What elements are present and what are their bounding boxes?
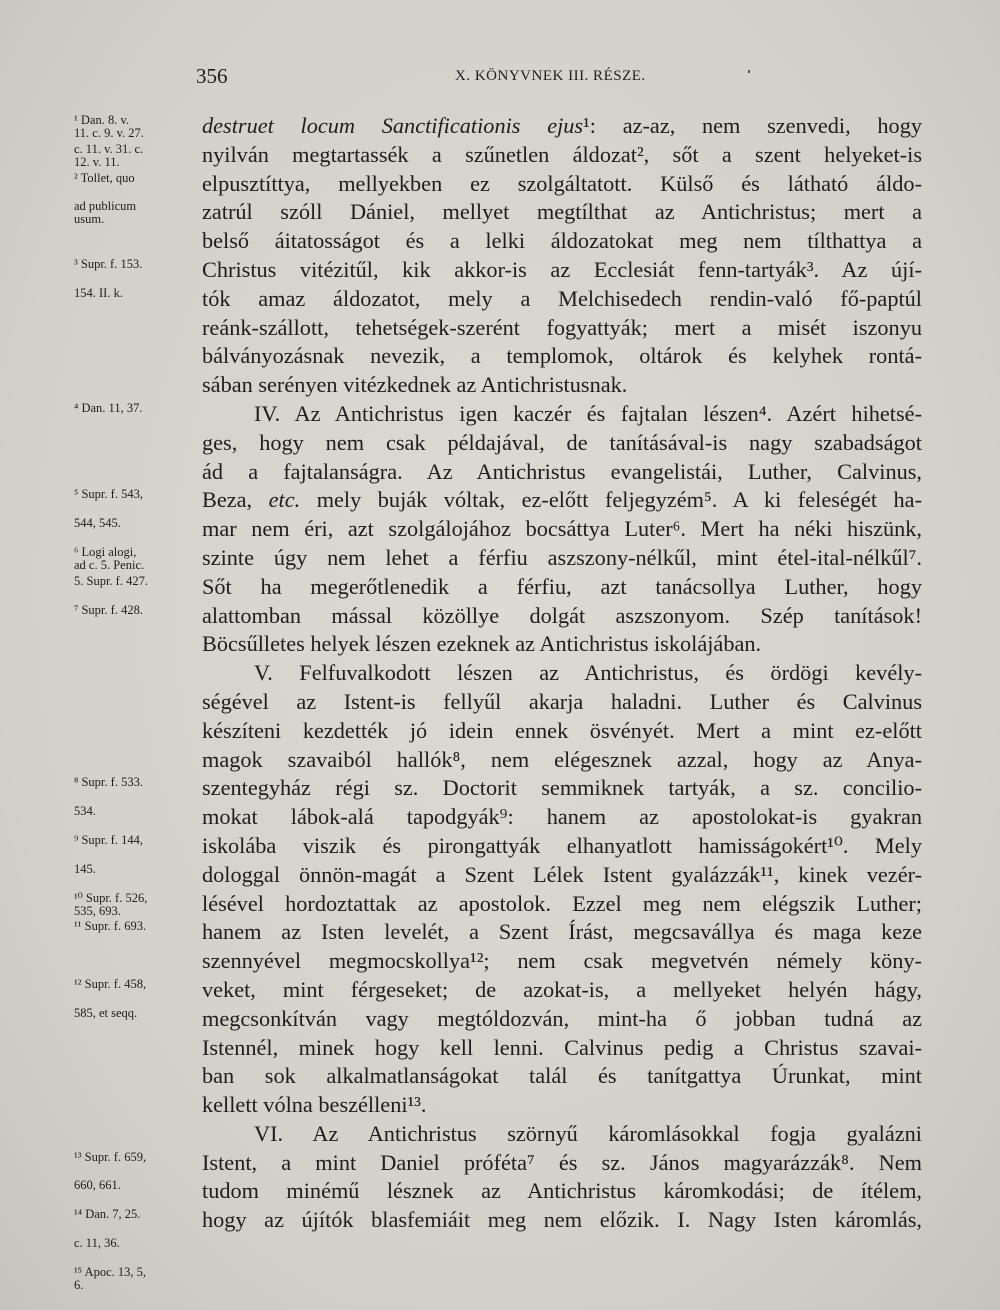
running-title: X. KÖNYVNEK III. RÉSZE.: [455, 68, 646, 84]
text-line: [202, 1005, 922, 1034]
line-text: szentegyház régi sz. Doctorit semmiknek tartyák, a sz. concilio-: [202, 775, 922, 801]
text-line: [202, 198, 922, 227]
line-text: bálványozásnak nevezik, a templomok, oltárok és kelyhek rontá-: [202, 343, 922, 369]
margin-note: [74, 1091, 204, 1120]
line-text: sában serényen vitézkednek az Antichristusnak.: [202, 372, 628, 398]
margin-note: [74, 314, 204, 343]
line-text: VI. Az Antichristus szörnyű káromlásokkal fogja gyalázni: [254, 1120, 922, 1146]
text-line: [202, 429, 922, 458]
line-text: lésével hordoztattak az apostolok. Ezzel meg nem elégszik Luther;: [202, 890, 922, 916]
line-text: tók amaz áldozatot, mely a Melchisedech rendin-való fő-paptúl: [202, 285, 922, 311]
margin-note: ¹ Dan. 8. v. 11. c. 9. v. 27.: [74, 113, 144, 140]
text-line: [202, 688, 922, 717]
line-text: készíteni kezdették jó idein ennek ösvényét. Mert a mint ez-előtt: [202, 717, 922, 743]
margin-note: ¹⁵ Apoc. 13, 5, 6.: [74, 1264, 146, 1292]
page-number: 356: [196, 64, 228, 88]
text-line: [202, 861, 922, 890]
text-line: [202, 1062, 922, 1091]
line-text: iskolába viszik és pirongattyák elhanyatlott hamisságokért¹⁰. Mely: [202, 832, 922, 858]
margin-note: ⁷ Supr. f. 428.: [74, 602, 143, 617]
line-text: mely buják vóltak, ez-előtt feljegyzém⁵. A ki feleségét ha-: [300, 487, 922, 513]
margin-note: [74, 746, 204, 775]
margin-note: 534.: [74, 804, 96, 819]
margin-note: ¹³ Supr. f. 659,: [74, 1149, 147, 1164]
margin-note: ² Tollet, quo: [74, 170, 135, 185]
margin-note: ³ Supr. f. 153.: [74, 256, 143, 271]
margin-note: [74, 342, 204, 371]
line-text: veket, mint férgeseket; de azokat-is, a mellyeket helyén hágy,: [202, 976, 922, 1002]
text-line: [202, 1206, 922, 1235]
text-line: [202, 832, 922, 861]
margin-note: 660, 661.: [74, 1178, 121, 1193]
body-text: [202, 112, 922, 1235]
line-text: hanem az Isten levelét, a Szent Írást, megcsavállya és maga keze: [202, 919, 922, 945]
line-text: alattomban mással közöllye dolgát aszszonyom. Szép tanítások!: [202, 602, 922, 628]
line-text: nyilván megtartassék a szűnetlen áldozat², sőt a szent helyeket-is: [202, 141, 922, 167]
margin-note: ad publicum usum.: [74, 199, 137, 227]
margin-note: [74, 1034, 204, 1063]
line-text: magok szavaiból hallók⁸, nem elégesznek azzal, hogy az Anya-: [202, 746, 922, 772]
line-text: Sőt ha megerőtlenedik a férfiu, azt tanácsollya Luther, hogy: [202, 573, 922, 599]
text-line: [202, 890, 922, 919]
text-line: [202, 1120, 922, 1149]
margin-note: ¹¹ Supr. f. 693.: [74, 919, 147, 934]
margin-note: [74, 227, 204, 256]
margin-note: 5. Supr. f. 427.: [74, 573, 148, 588]
line-text: zatrúl szóll Dániel, mellyet megtílthat az Antichristus; mert a: [202, 199, 922, 225]
line-text: ¹: az-az, nem szenvedi, hogy: [583, 113, 922, 138]
text-line: [202, 746, 922, 775]
text-line: [202, 602, 922, 631]
latin-quote: destruet locum Sanctificationis ejus: [202, 113, 584, 138]
margin-note: ⁸ Supr. f. 533.: [74, 775, 143, 790]
margin-notes: [74, 112, 204, 1293]
line-text: Christus vitézitűl, kik akkor-is az Ecclesiát fenn-tartyák³. Az újí-: [202, 256, 922, 282]
margin-note: 145.: [74, 861, 96, 876]
line-text: V. Felfuvalkodott lészen az Antichristus, és ördögi kevély-: [254, 660, 922, 686]
text-line: [202, 486, 922, 515]
text-line: [202, 170, 922, 199]
line-text: mokat lábok-alá tapodgyák⁹: hanem az apostolokat-is gyakran: [202, 804, 922, 830]
line-text: Istennél, minek hogy kell lenni. Calvinus pedig a Christus szavai-: [202, 1034, 922, 1060]
ink-speck: [748, 70, 750, 73]
margin-note: c. 11. v. 31. c. 12. v. 11.: [74, 141, 144, 169]
text-line: [202, 400, 922, 429]
margin-note: [74, 458, 204, 487]
line-text: ád a fajtalanságra. Az Antichristus evangelistái, Luther, Calvinus,: [202, 458, 922, 484]
text-line: [202, 1034, 922, 1063]
text-line: [202, 659, 922, 688]
line-text: IV. Az Antichristus igen kaczér és fajtalan lészen⁴. Azért hihetsé-: [254, 400, 922, 426]
line-text: hogy az újítók blasfemiáit meg nem előzik. I. Nagy Isten káromlás,: [202, 1207, 922, 1233]
text-line: [202, 573, 922, 602]
line-text: tudom minémű lésznek az Antichristus káromkodási; de ítélem,: [202, 1178, 922, 1204]
line-text: megcsonkítván vagy megtóldozván, mint-ha ő jobban tudná az: [202, 1005, 922, 1031]
line-text: ségével az Istent-is fellyűl akarja haladni. Luther és Calvinus: [202, 688, 922, 714]
text-line: [202, 976, 922, 1005]
text-line: [202, 947, 922, 976]
text-line: [202, 458, 922, 487]
line-text: elpusztíttya, mellyekben ez szolgáltatott. Külső és látható áldo-: [202, 170, 922, 196]
line-text: mar nem éri, azt szolgálojához bocsáttya Luter⁶. Mert ha néki hiszünk,: [202, 516, 922, 542]
etc-italic: etc.: [268, 487, 301, 513]
margin-note: [74, 429, 204, 458]
text-line: [202, 256, 922, 285]
margin-note: [74, 688, 204, 717]
line-text: ban sok alkalmatlanságokat talál és tanítgattya Úrunkat, mint: [202, 1063, 922, 1089]
line-text: belső áitatosságot és a lelki áldozatokat meg nem tílthattya a: [202, 228, 922, 254]
line-text: Böcsűlletes helyek lészen ezeknek az Antichristus iskolájában.: [202, 631, 762, 657]
margin-note: ¹⁴ Dan. 7, 25.: [74, 1207, 141, 1222]
margin-note: ¹⁰ Supr. f. 526, 535, 693.: [74, 890, 148, 918]
line-text: reánk-szállott, tehetségek-szerént fogyattyák; mert a misét iszonyu: [202, 314, 922, 340]
text-line: [202, 918, 922, 947]
margin-note: [74, 1120, 204, 1149]
margin-note: [74, 1062, 204, 1091]
text-line: [202, 314, 922, 343]
margin-note: 585, et seqq.: [74, 1005, 138, 1020]
margin-note: [74, 630, 204, 659]
line-text: szinte úgy nem lehet a férfiu aszszony-nélkűl, mint étel-ital-nélkűl⁷.: [202, 544, 922, 570]
text-line: [202, 717, 922, 746]
line-text: szennyével megmocskollya¹²; nem csak megvetvén némely köny-: [202, 948, 922, 974]
margin-note: ⁹ Supr. f. 144,: [74, 832, 143, 847]
margin-note: ⁴ Dan. 11, 37.: [74, 400, 143, 415]
line-text: ges, hogy nem csak példajával, de tanításával-is nagy szabadságot: [202, 429, 922, 455]
text-line: [202, 141, 922, 170]
line-text: dologgal önnön-magát a Szent Lélek Istent gyalázzák¹¹, kinek vezér-: [202, 861, 922, 887]
text-line: [202, 285, 922, 314]
text-line: [202, 1177, 922, 1206]
line-text: kellett vólna beszélleni¹³.: [202, 1092, 427, 1118]
margin-note: [74, 717, 204, 746]
margin-note: [74, 947, 204, 976]
text-line: [202, 803, 922, 832]
text-line: [202, 1091, 922, 1120]
margin-note: [74, 659, 204, 688]
margin-note: 154. II. k.: [74, 285, 123, 300]
margin-note: ⁶ Logi alogi, ad c. 5. Penic.: [74, 544, 145, 572]
text-line: [202, 112, 922, 141]
margin-note: ¹² Supr. f. 458,: [74, 976, 147, 991]
text-line: [202, 630, 922, 659]
text-line: [202, 515, 922, 544]
text-line: [202, 227, 922, 256]
page-header: [0, 64, 1000, 94]
line-text: Beza,: [202, 487, 269, 513]
margin-note: c. 11, 36.: [74, 1236, 120, 1251]
text-line: [202, 342, 922, 371]
margin-note: ⁵ Supr. f. 543,: [74, 487, 143, 502]
line-text: Istent, a mint Daniel próféta⁷ és sz. János magyarázzák⁸. Nem: [202, 1149, 922, 1175]
margin-note: [74, 371, 204, 400]
text-line: [202, 544, 922, 573]
text-line: [202, 371, 922, 400]
text-line: [202, 1149, 922, 1178]
text-line: [202, 774, 922, 803]
margin-note: 544, 545.: [74, 516, 121, 531]
